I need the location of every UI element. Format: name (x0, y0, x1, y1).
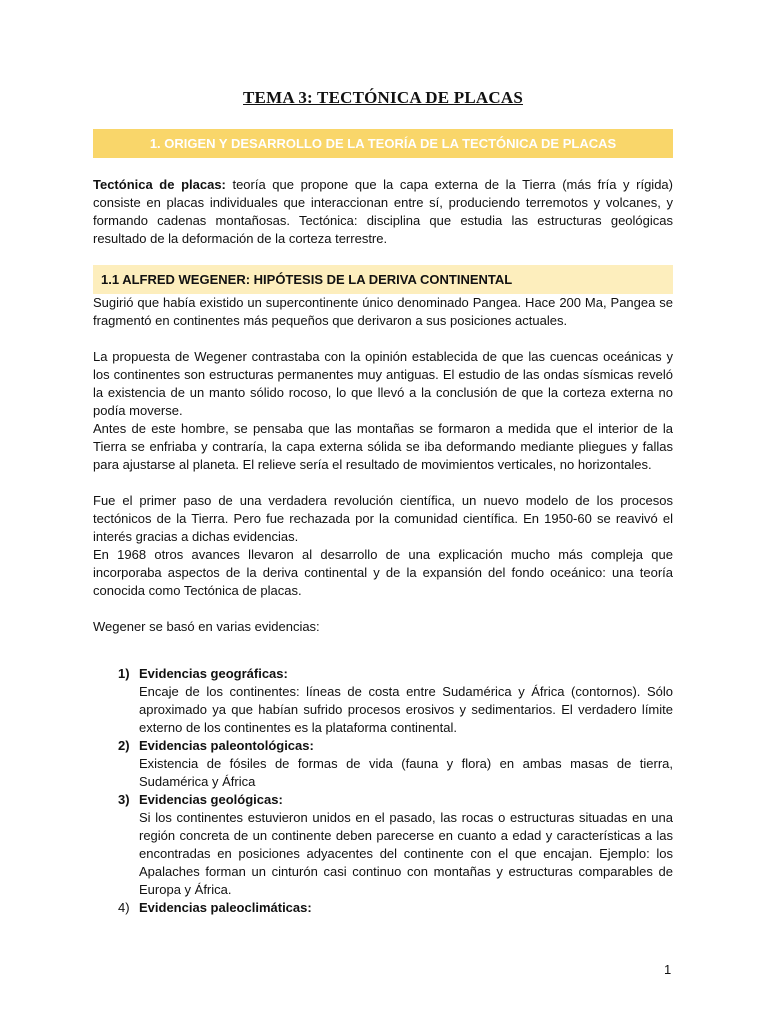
list-item (93, 665, 673, 737)
intro-text: teoría que propone que la capa externa de la Tierra (más fría y rígida) consiste en placas individuales que interaccionan entre sí, produciendo terremotos y volcanes, y formando cadenas montañosas. Tectónica: disciplina que estudia las estructuras geológicas resultado de la deformación de la corteza terrestre. (93, 177, 673, 246)
list-number: 3) (118, 792, 130, 807)
page-number: 1 (664, 962, 672, 977)
list-item (93, 737, 673, 791)
list-body: Encaje de los continentes: líneas de costa entre Sudamérica y África (contornos). Sólo aproximado ya que habían sufrido procesos erosivos y sedimentarios. El verdadero límite externo de los continentes es la plataforma continental. (139, 684, 673, 735)
paragraph-proposal: La propuesta de Wegener contrastaba con la opinión establecida de que las cuencas oceánicas y los continentes son estructuras permanentes muy antiguas. El estudio de las ondas sísmicas reveló la existencia de un manto sólido rocoso, lo que llevó a la conclusión de que la corteza externa no podía moverse. (93, 349, 673, 418)
list-heading: Evidencias paleoclimáticas: (139, 900, 312, 915)
list-number: 4) (118, 900, 130, 915)
list-item (93, 899, 673, 917)
wegener-body (93, 294, 673, 636)
intro-paragraph (93, 176, 673, 248)
section-heading-origin: 1. ORIGEN Y DESARROLLO DE LA TEORÍA DE LA TECTÓNICA DE PLACAS (93, 129, 673, 158)
paragraph-before: Antes de este hombre, se pensaba que las montañas se formaron a medida que el interior de la Tierra se enfriaba y contraría, la capa externa sólida se iba deformando mediante pliegues y fallas para ajustarse al planeta. El relieve sería el resultado de movimientos verticales, no horizontales. (93, 421, 673, 472)
list-number: 1) (118, 666, 130, 681)
list-heading: Evidencias paleontológicas: (139, 738, 314, 753)
paragraph-pangea: Sugirió que había existido un supercontinente único denominado Pangea. Hace 200 Ma, Pangea se fragmentó en continentes más pequeños que derivaron a sus posiciones actuales. (93, 295, 673, 328)
evidence-list (93, 665, 673, 917)
paragraph-revolution: Fue el primer paso de una verdadera revolución científica, un nuevo modelo de los procesos tectónicos de la Tierra. Pero fue rechazada por la comunidad científica. En 1950-60 se reavivó el interés gracias a dichas evidencias. (93, 493, 673, 544)
intro-term: Tectónica de placas: (93, 177, 226, 192)
list-number: 2) (118, 738, 130, 753)
list-heading: Evidencias geográficas: (139, 666, 288, 681)
page-title: TEMA 3: TECTÓNICA DE PLACAS (243, 88, 523, 107)
list-item (93, 791, 673, 899)
section-heading-wegener: 1.1 ALFRED WEGENER: HIPÓTESIS DE LA DERIVA CONTINENTAL (93, 265, 673, 294)
list-body: Existencia de fósiles de formas de vida (fauna y flora) en ambas masas de tierra, Sudamérica y África (139, 756, 673, 789)
paragraph-1968: En 1968 otros avances llevaron al desarrollo de una explicación mucho más compleja que incorporaba aspectos de la deriva continental y de la expansión del fondo oceánico: una teoría conocida como Tectónica de placas. (93, 547, 673, 598)
list-heading: Evidencias geológicas: (139, 792, 283, 807)
paragraph-evidences-intro: Wegener se basó en varias evidencias: (93, 619, 320, 634)
list-body: Si los continentes estuvieron unidos en el pasado, las rocas o estructuras situadas en una región concreta de un continente deben parecerse en cuanto a edad y características a las encontradas en posiciones adyacentes del continente con el que encajan. Ejemplo: los Apalaches forman un cinturón casi continuo con montañas y estructuras comparables de Europa y África. (139, 810, 673, 897)
